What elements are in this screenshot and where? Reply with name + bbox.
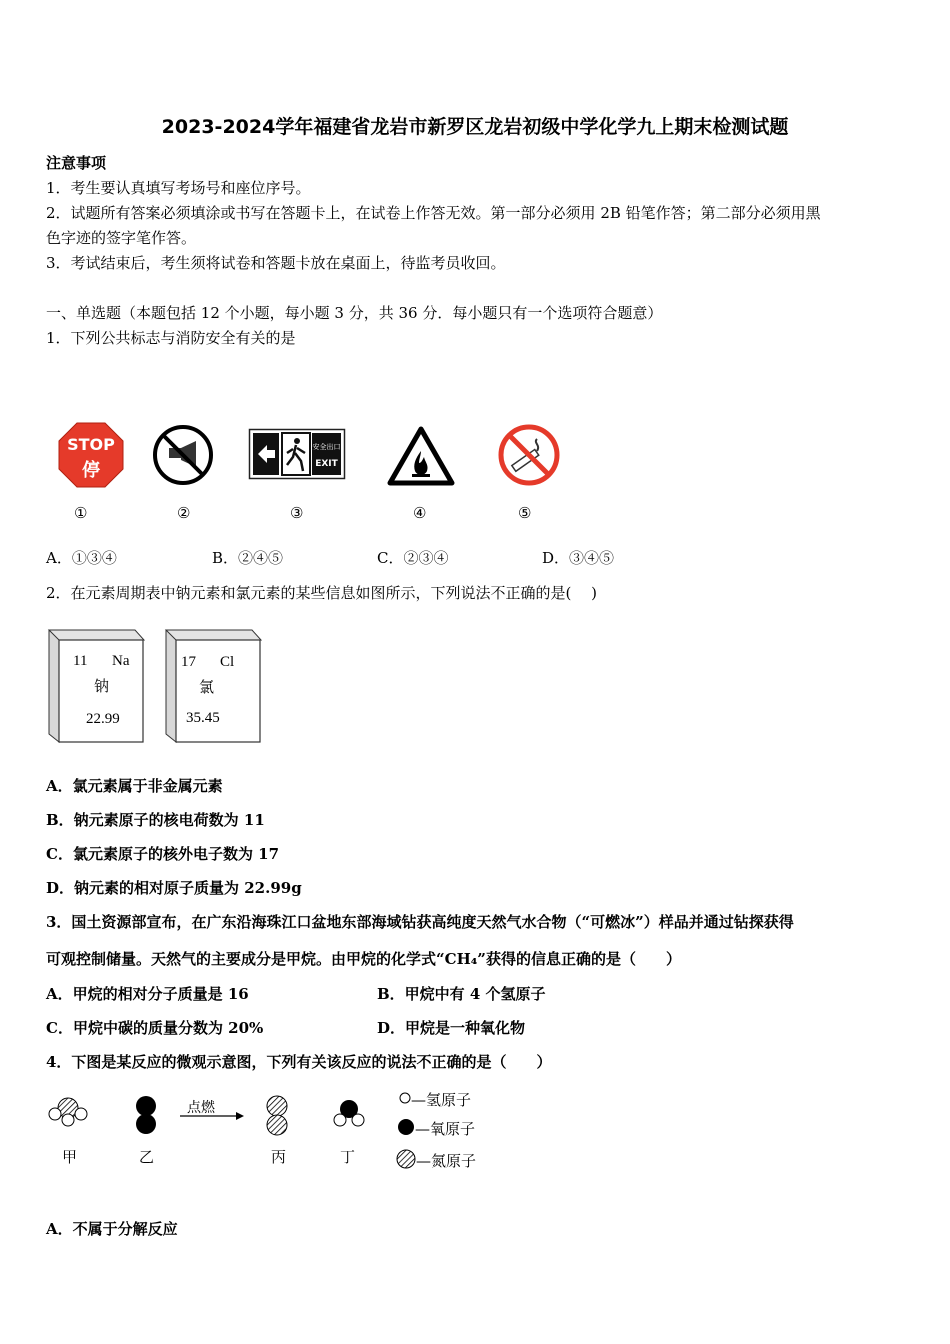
q2-option-b: B．钠元素原子的核电荷数为 11 bbox=[46, 811, 265, 829]
molecule-ding-icon bbox=[334, 1100, 364, 1126]
legend-hydrogen-label: —氢原子 bbox=[411, 1091, 472, 1109]
q2-option-a: A．氯元素属于非金属元素 bbox=[46, 777, 223, 795]
sign-label-2: ② bbox=[177, 504, 191, 522]
notice-item-1: 1．考生要认真填写考场号和座位序号。 bbox=[46, 179, 311, 197]
sign-label-1: ① bbox=[74, 504, 88, 522]
sodium-name: 钠 bbox=[94, 679, 110, 695]
stop-sign-text: STOP bbox=[67, 435, 115, 454]
species-label-yi: 乙 bbox=[139, 1148, 155, 1166]
chlorine-number: 17 bbox=[181, 654, 196, 670]
reaction-condition: 点燃 bbox=[187, 1100, 215, 1116]
species-label-bing: 丙 bbox=[271, 1148, 287, 1166]
notice-heading: 注意事项 bbox=[46, 154, 107, 172]
exit-sign-cn: 安全出口 bbox=[312, 443, 341, 451]
q2-option-d: D．钠元素的相对原子质量为 22.99g bbox=[46, 879, 302, 897]
q1-option-b: B．②④⑤ bbox=[212, 549, 284, 567]
species-label-ding: 丁 bbox=[340, 1148, 356, 1166]
q2-option-c: C．氯元素原子的核外电子数为 17 bbox=[46, 845, 280, 863]
molecule-bing-icon bbox=[267, 1096, 287, 1135]
page-title: 2023-2024学年福建省龙岩市新罗区龙岩初级中学化学九上期末检测试题 bbox=[161, 116, 789, 138]
q2-stem: 2．在元素周期表中钠元素和氯元素的某些信息如图所示，下列说法不正确的是( ) bbox=[46, 584, 598, 602]
legend-nitrogen-icon bbox=[397, 1150, 415, 1168]
chlorine-symbol: Cl bbox=[220, 654, 235, 670]
sodium-number: 11 bbox=[73, 653, 88, 669]
q3-stem-line1: 3．国土资源部宣布，在广东沿海珠江口盆地东部海域钻获高纯度天然气水合物（“可燃冰”）样品并通过钻探获得 bbox=[46, 913, 794, 931]
q1-option-a: A．①③④ bbox=[46, 549, 117, 567]
q3-option-b: B．甲烷中有 4 个氢原子 bbox=[377, 985, 546, 1003]
q3-option-c: C．甲烷中碳的质量分数为 20% bbox=[46, 1019, 264, 1037]
sign-label-5: ⑤ bbox=[518, 504, 532, 522]
sodium-symbol: Na bbox=[112, 653, 130, 669]
species-label-jia: 甲 bbox=[62, 1148, 78, 1166]
notice-item-2: 2．试题所有答案必须填涂或书写在答题卡上，在试卷上作答无效。第一部分必须用 2B 铅笔作答；第二部分必须用黑 bbox=[46, 204, 821, 222]
molecule-jia-icon bbox=[49, 1098, 87, 1126]
q3-stem-line2: 可观控制储量。天然气的主要成分是甲烷。由甲烷的化学式“CH₄”获得的信息正确的是（ ） bbox=[46, 950, 681, 968]
q1-option-c: C．②③④ bbox=[377, 549, 449, 567]
q1-option-d: D．③④⑤ bbox=[542, 549, 615, 567]
legend-oxygen-icon bbox=[398, 1119, 414, 1135]
section-heading: 一、单选题（本题包括 12 个小题，每小题 3 分，共 36 分．每小题只有一个选项符合题意） bbox=[46, 304, 663, 322]
sodium-mass: 22.99 bbox=[86, 711, 120, 727]
legend-hydrogen-icon bbox=[400, 1093, 410, 1103]
notice-item-3: 3．考试结束后，考生须将试卷和答题卡放在桌面上，待监考员收回。 bbox=[46, 254, 506, 272]
molecule-yi-icon bbox=[136, 1096, 156, 1134]
q1-stem: 1．下列公共标志与消防安全有关的是 bbox=[46, 329, 296, 347]
q4-option-a: A．不属于分解反应 bbox=[46, 1220, 178, 1238]
notice-item-2-cont: 色字迹的签字笔作答。 bbox=[46, 229, 197, 247]
chlorine-mass: 35.45 bbox=[186, 710, 220, 726]
chlorine-name: 氯 bbox=[199, 680, 215, 696]
sign-label-3: ③ bbox=[290, 504, 304, 522]
q3-option-d: D．甲烷是一种氧化物 bbox=[377, 1019, 526, 1037]
q4-stem: 4．下图是某反应的微观示意图，下列有关该反应的说法不正确的是（ ） bbox=[46, 1053, 552, 1071]
sign-label-4: ④ bbox=[413, 504, 427, 522]
legend-nitrogen-label: —氮原子 bbox=[416, 1152, 477, 1170]
q3-option-a: A．甲烷的相对分子质量是 16 bbox=[46, 985, 249, 1003]
exit-sign-en: EXIT bbox=[315, 459, 338, 469]
reaction-arrow-head bbox=[236, 1112, 244, 1120]
legend-oxygen-label: —氧原子 bbox=[415, 1120, 476, 1138]
stop-sign-cn: 停 bbox=[82, 460, 100, 481]
